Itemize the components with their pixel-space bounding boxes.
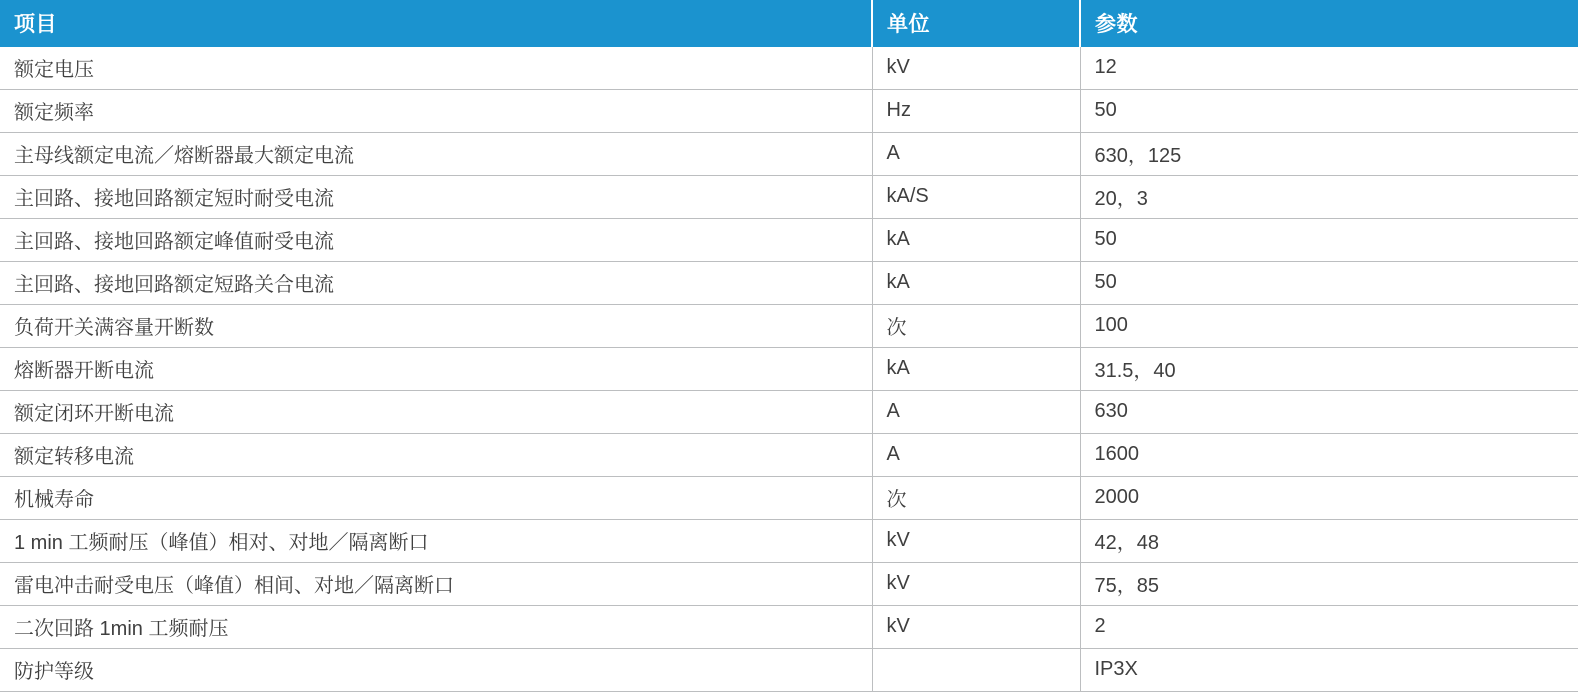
cell-unit: kV <box>872 520 1080 563</box>
table-body <box>0 47 1578 692</box>
table-row <box>0 305 1578 348</box>
column-header-parameter: 参数 <box>1080 0 1578 47</box>
table-row <box>0 391 1578 434</box>
table-row <box>0 348 1578 391</box>
table-header-row <box>0 0 1578 47</box>
cell-parameter: 50 <box>1080 262 1578 305</box>
cell-parameter: 12 <box>1080 47 1578 90</box>
column-header-unit: 单位 <box>872 0 1080 47</box>
cell-item: 额定转移电流 <box>0 434 872 477</box>
table-row <box>0 47 1578 90</box>
cell-parameter: 75，85 <box>1080 563 1578 606</box>
cell-item: 额定频率 <box>0 90 872 133</box>
cell-parameter: 42，48 <box>1080 520 1578 563</box>
cell-item: 1 min 工频耐压（峰值）相对、对地／隔离断口 <box>0 520 872 563</box>
cell-item: 熔断器开断电流 <box>0 348 872 391</box>
cell-unit: kA <box>872 219 1080 262</box>
cell-item: 额定电压 <box>0 47 872 90</box>
cell-parameter: 31.5，40 <box>1080 348 1578 391</box>
table-row <box>0 563 1578 606</box>
table-row <box>0 649 1578 692</box>
cell-parameter: 1600 <box>1080 434 1578 477</box>
cell-unit: A <box>872 391 1080 434</box>
table-row <box>0 606 1578 649</box>
cell-parameter: 630，125 <box>1080 133 1578 176</box>
table-header <box>0 0 1578 47</box>
cell-parameter: 50 <box>1080 90 1578 133</box>
cell-unit: kA <box>872 348 1080 391</box>
table-row <box>0 133 1578 176</box>
cell-item: 二次回路 1min 工频耐压 <box>0 606 872 649</box>
cell-parameter: 2 <box>1080 606 1578 649</box>
cell-unit: kA <box>872 262 1080 305</box>
cell-parameter: 50 <box>1080 219 1578 262</box>
cell-item: 额定闭环开断电流 <box>0 391 872 434</box>
cell-unit: 次 <box>872 305 1080 348</box>
cell-unit: kV <box>872 563 1080 606</box>
column-header-item: 项目 <box>0 0 872 47</box>
table-row <box>0 520 1578 563</box>
cell-item: 防护等级 <box>0 649 872 692</box>
table-row <box>0 477 1578 520</box>
cell-unit <box>872 649 1080 692</box>
cell-unit: 次 <box>872 477 1080 520</box>
cell-parameter: 20，3 <box>1080 176 1578 219</box>
cell-parameter: 630 <box>1080 391 1578 434</box>
cell-parameter: 2000 <box>1080 477 1578 520</box>
cell-item: 主母线额定电流／熔断器最大额定电流 <box>0 133 872 176</box>
cell-item: 负荷开关满容量开断数 <box>0 305 872 348</box>
table-row <box>0 262 1578 305</box>
table-row <box>0 434 1578 477</box>
cell-parameter: 100 <box>1080 305 1578 348</box>
cell-unit: kV <box>872 606 1080 649</box>
cell-unit: Hz <box>872 90 1080 133</box>
cell-item: 机械寿命 <box>0 477 872 520</box>
cell-item: 主回路、接地回路额定短时耐受电流 <box>0 176 872 219</box>
table-row <box>0 90 1578 133</box>
cell-unit: kA/S <box>872 176 1080 219</box>
cell-item: 主回路、接地回路额定峰值耐受电流 <box>0 219 872 262</box>
cell-item: 雷电冲击耐受电压（峰值）相间、对地／隔离断口 <box>0 563 872 606</box>
cell-unit: A <box>872 133 1080 176</box>
cell-item: 主回路、接地回路额定短路关合电流 <box>0 262 872 305</box>
table-row <box>0 176 1578 219</box>
cell-unit: kV <box>872 47 1080 90</box>
table-row <box>0 219 1578 262</box>
cell-unit: A <box>872 434 1080 477</box>
cell-parameter: IP3X <box>1080 649 1578 692</box>
